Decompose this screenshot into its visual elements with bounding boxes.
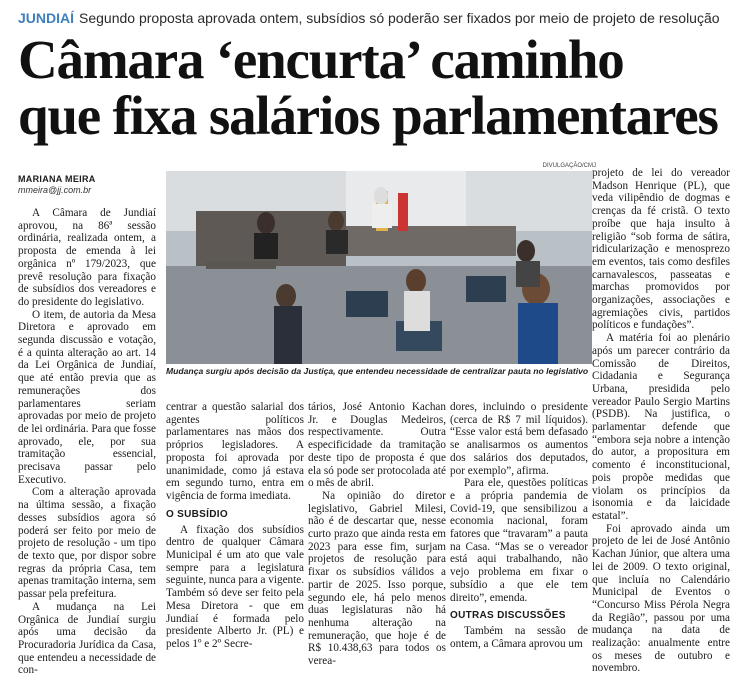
- byline: [18, 174, 158, 196]
- paragraph: Com a alteração aprovada na última sessão, a fixação desses subsídios agora só poderá ser feito por meio de projeto de resolução - um tipo de texto que, por dispor sobre regras da própria Casa, tem apenas tramitação interna, sem passar pela prefeitura.: [18, 486, 156, 601]
- paragraph: A matéria foi ao plenário após um parecer contrário da Comissão de Direitos, Cidadania e Segurança Urbana, presidida pelo vereador Paulo Sergio Martins (PSDB). Na justifica, o parlamentar defende que “embora seja nobre a intenção do autor, a propositura em comento é inconstitucional, pois propõe medidas que violam os princípios da isonomia e da laicidade estatal”.: [592, 332, 730, 522]
- article-subtitle: Segundo proposta aprovada ontem, subsídios só poderão ser fixados por meio de projeto de resolução: [79, 10, 720, 26]
- paragraph: O item, de autoria da Mesa Diretora e aprovado em segunda discussão e votação, é a quinta alteração ao art. 14 da Lei Orgânica de Jundiaí, que até então previa que as remunerações dos parlamentares seriam aprovadas por meio de projeto de lei ordinária. Para que fosse aprovado, ele, por sua tramitação essencial, precisava passar pelo Executivo.: [18, 308, 156, 486]
- section-heading: OUTRAS DISCUSSÕES: [450, 610, 566, 622]
- article-column-1: [18, 207, 156, 677]
- author-name: MARIANA MEIRA: [18, 174, 96, 184]
- section-heading: O SUBSÍDIO: [166, 508, 228, 520]
- paragraph: A Câmara de Jundiaí aprovou, na 86ª sessão ordinária, realizada ontem, a proposta de emenda à lei orgânica nº 179/2023, que prevê resolução para fixação de subsídios dos vereadores e do presidente do legislativo.: [18, 207, 156, 308]
- headline-line-1: Câmara ‘encurta’ caminho: [18, 29, 624, 90]
- author-email: mmeira@jj.com.br: [18, 185, 92, 195]
- paragraph: centrar a questão salarial dos agentes políticos parlamentares nas mãos dos próprios legisladores. A proposta foi aprovada por unanimidade, como já estava em segundo turno, entra em vigência de forma imediata.: [166, 401, 304, 502]
- article-column-5: [592, 167, 730, 675]
- paragraph: dores, incluindo o presidente (cerca de R$ 7 mil líquidos). “Esse valor está bem defasado se analisarmos os aumentos dos salários dos deputados, por exemplo”, afirma.: [450, 401, 588, 477]
- article-column-4: [450, 401, 588, 659]
- article-headline: [18, 29, 730, 146]
- paragraph: Na opinião do diretor legislativo, Gabriel Milesi, não é de descartar que, nesse curto prazo que ainda resta em 2023 para esse fim, surjam projetos de resolução para fixar os subsídios válidos a partir de 2025. Isso porque, segundo ele, há pelo menos duas legislaturas não há nenhuma alteração na remuneração, que hoje é de R$ 10.438,63 para todos os verea-: [308, 489, 446, 668]
- paragraph: Foi aprovado ainda um projeto de lei de José Antônio Kachan Júnior, que altera uma lei de 2009. O texto original, que incluía no Calendário Municipal de Eventos o “Concurso Miss Pérola Negra da Região”, passou por uma mudança na data de realização: anualmente entre os meses de outubro e novembro.: [592, 522, 730, 675]
- paragraph: tários, José Antonio Kachan Jr. e Douglas Medeiros, respectivamente. Outra especificidade da tramitação deste tipo de proposta é que ela só pode ser protocolada até o mês de abril.: [308, 401, 446, 490]
- photo-credit: DIVULGAÇÃO/CMJ: [542, 163, 596, 169]
- article-column-3: [308, 401, 446, 668]
- headline-line-2: que fixa salários parlamentares: [18, 85, 718, 146]
- section-label: JUNDIAÍ: [18, 10, 75, 26]
- paragraph: Também na sessão de ontem, a Câmara aprovou um: [450, 625, 588, 650]
- paragraph: A fixação dos subsídios dentro de qualquer Câmara Municipal é um ato que vale sempre para a legislatura seguinte, nunca para a vigente. Também só deve ser feito pela Mesa Diretora - que em Jundiaí é formada pelo presidente Alberto Jr. (PL) e pelos 1º e 2º Secre-: [166, 523, 304, 650]
- article-kicker: [18, 9, 730, 27]
- article-column-2: [166, 401, 304, 659]
- paragraph: Para ele, questões políticas e a própria pandemia de Covid-19, que sensibilizou a economia nacional, foram fatores que “travaram” a pauta na Casa. “Mas se o vereador está aqui trabalhando, não vejo problema em fixar o subsídio a que ele tem direito”, emenda.: [450, 477, 588, 604]
- photo-caption: Mudança surgiu após decisão da Justiça, que entendeu necessidade de centralizar pauta no legislativo: [166, 366, 589, 376]
- paragraph: A mudança na Lei Orgânica de Jundiaí surgiu após uma decisão da Procuradoria Jurídica da Casa, que entendeu a necessidade de con-: [18, 600, 156, 677]
- paragraph: projeto de lei do vereador Madson Henrique (PL), que veda vilipêndio de dogmas e crenças da fé cristã. O texto proíbe que haja insulto à religião “sob forma de sátira, ridicularização e menosprezo em eventos, tais como desfiles carnavalescos, passeatas e marchas promovidos por organizações, associações e agremiações civis, partidos políticos e fundações”.: [592, 167, 730, 332]
- article-photo: [166, 171, 592, 364]
